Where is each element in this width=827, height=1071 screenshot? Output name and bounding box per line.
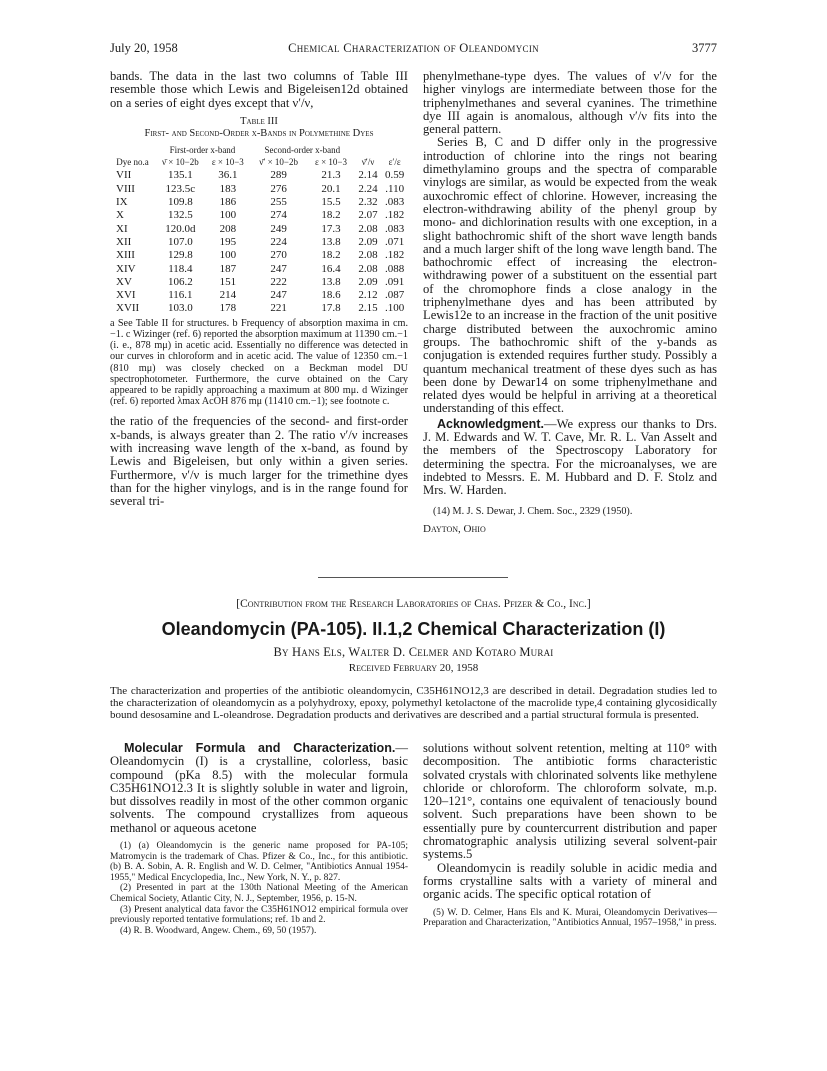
table-cell: .100 (385, 302, 405, 315)
table-cell: 123.5c (165, 182, 196, 195)
abstract: The characterization and properties of the antibiotic oleandomycin, C35H61NO12,3 are described in detail. Degradation studies led to the characterization of oleandomycin as a polyhydroxy, epoxy, polymethyl ketolactone of the macrolide type,4 containing glycosidically bound desosamine and L-oleandrose. Degradation products and derivatives are described and a partial structural formula is presented. (110, 685, 717, 721)
table-cell: 16.4 (321, 262, 341, 275)
table-cell: 270 (270, 249, 287, 262)
section-text: —Oleandomycin (I) is a crystalline, colorless, basic compound (pKa 8.5) with the molecular formula C35H61NO12.3 It is slightly soluble in water and ligroin, but dissolves readily in most of the other common organic solvents. The compound crystallizes from aqueous methanol or aqueous acetone (110, 741, 408, 835)
table-cell: 2.08 (358, 249, 378, 262)
acknowledgment (423, 418, 717, 498)
table-cell: 2.15 (358, 302, 378, 315)
table-cell: 249 (270, 222, 287, 235)
top-left-column (110, 70, 408, 508)
page-number: 3777 (692, 41, 717, 55)
footnote: (2) Presented in part at the 130th National Meeting of the American Chemical Society, Atlantic City, N. J., September, 1956, p. 15-N. (110, 883, 408, 905)
table-cell: 276 (270, 182, 287, 195)
column-header: ν̄′ × 10−2b (259, 157, 298, 168)
table-cell: 178 (219, 302, 237, 315)
table-cell: 2.32 (358, 196, 378, 209)
table-cell: XIV (116, 262, 136, 275)
reference-14: (14) M. J. S. Dewar, J. Chem. Soc., 2329 (1950). (433, 505, 633, 517)
table-cell: 255 (270, 196, 287, 209)
table-cell: 100 (219, 209, 237, 222)
table-cell: 224 (270, 235, 287, 248)
table-cell: 221 (270, 302, 287, 315)
column-header: ν̄′/ν (361, 157, 375, 168)
table-cell: VIII (116, 182, 135, 195)
table-cell: .083 (385, 222, 405, 235)
paragraph (110, 742, 408, 835)
received-date: Received February 20, 1958 (348, 662, 479, 674)
table-cell: 214 (219, 289, 237, 302)
table-cell: 186 (219, 196, 237, 209)
table-cell: 2.14 (358, 169, 378, 182)
paragraph: Oleandomycin is readily soluble in acidic media and forms crystalline salts with a variety of mineral and organic acids. The specific optical rotation of (423, 860, 717, 902)
group-header: First-order x-band (169, 144, 236, 155)
table-cell: 129.8 (167, 249, 193, 262)
bottom-right-column (423, 742, 717, 929)
paragraph: phenylmethane-type dyes. The values of ν′/ν for the higher vinylogs are intermediate between those for the triphenylmethanes and several cyanines. The trimethine dye III again is anomalous, although ν′/ν fits into the general pattern. (423, 69, 717, 137)
table-cell: 0.59 (385, 169, 405, 182)
table-cell: .088 (385, 262, 405, 275)
table-cell: XVI (116, 289, 136, 302)
footnotes (423, 908, 717, 929)
table-cell: 107.0 (167, 235, 193, 248)
acknowledgment-heading: Acknowledgment. (437, 416, 544, 431)
table-cell: .091 (385, 275, 405, 288)
column-header: ν̄ × 10−2b (161, 157, 199, 168)
table-row (110, 302, 408, 315)
paragraph: the ratio of the frequencies of the second- and first-order x-bands, is always greater than 2. The ratio ν′/ν increases with increasing wave length of the x-band, as found by Lewis and Bigeleisen, but only within a given series. Furthermore, ν′/ν is much larger for the trimethine dyes than for the higher vinylogs, and is in the range found for several tri- (110, 414, 408, 509)
table-footnote: a See Table II for structures. b Frequency of absorption maxima in cm.−1. c Wizinger (ref. 6) reported the absorption maximum at 11390 cm.−1 (i. e., 878 mμ) in acetic acid. Essentially no difference was detected in our curves in chloroform and in acetic acid. The value of 12350 cm.−1 (810 mμ) was closely checked on a Beckman model DU spectrophotometer. Furthermore, the curve obtained on the Cary appeared to be rapidly approaching a maximum at 800 mμ. d Wizinger (ref. 6) reported λmax AcOH 876 mμ (11410 cm.−1); see footnote c. (110, 317, 408, 408)
footnote: (4) R. B. Woodward, Angew. Chem., 69, 50 (1957). (120, 925, 317, 936)
table-cell: 17.8 (321, 302, 341, 315)
table-cell: 103.0 (167, 302, 193, 315)
table-cell: XVII (116, 302, 140, 315)
table-cell: 187 (219, 262, 237, 275)
article-title: Oleandomycin (PA-105). II.1,2 Chemical Characterization (I) (161, 619, 666, 639)
table-caption: First- and Second-Order x-Bands in Polymethine Dyes (144, 128, 374, 140)
bottom-left-column (110, 742, 408, 936)
table-row (110, 169, 408, 182)
table-cell: 247 (270, 289, 287, 302)
table-cell: 21.3 (321, 169, 341, 182)
paragraph: solutions without solvent retention, melting at 110° with decomposition. The antibiotic forms characteristic solvated crystals with chlorinated solvents like methylene chloride or chloroform. The chloroform solvate, m.p. 120–121°, contains one equivalent of tenaciously bound solvent. Such preparations have been shown to be essentially pure by countercurrent distribution and paper chromatographic analysis utilizing several solvent-pair systems.5 (423, 741, 717, 862)
table-cell: IX (116, 196, 128, 209)
table-cell: 247 (270, 262, 287, 275)
acknowledgment-text: —We express our thanks to Drs. J. M. Edwards and W. T. Cave, Mr. R. L. Van Asselt and the members of the Spectroscopy Laboratory for determining the spectra. For the microanalyses, we are indebted to Messrs. E. M. Hubbard and D. F. Stolz and Mrs. W. Harden. (423, 416, 717, 498)
column-header: Dye no.a (116, 157, 149, 168)
table-cell: 2.24 (358, 182, 378, 195)
running-header (110, 41, 717, 57)
table-cell: VII (116, 169, 132, 182)
table-cell: XII (116, 235, 132, 248)
table-cell: 2.09 (358, 235, 378, 248)
table-cell: 118.4 (168, 262, 193, 275)
table-cell: 2.12 (358, 289, 378, 302)
table-cell: 100 (219, 249, 237, 262)
table-row (110, 236, 408, 249)
table-cell: .087 (385, 289, 405, 302)
footnotes (110, 841, 408, 936)
table-row (110, 263, 408, 276)
running-title: Chemical Characterization of Oleandomycin (288, 41, 539, 55)
footnote: (1) (a) Oleandomycin is the generic name proposed for PA-105; Matromycin is the trademark of Chas. Pfizer & Co., Inc., for this antibiotic. (b) B. A. Sobin, A. R. English and W. D. Celmer, "Antibiotics Annual 1954-1955," Medical Encyclopedia, Inc., New York, N. Y., p. 827. (110, 841, 408, 883)
table-cell: 132.5 (167, 209, 193, 222)
table-cell: 195 (219, 235, 237, 248)
table-row (110, 183, 408, 196)
table-row (110, 209, 408, 222)
table-cell: .083 (385, 196, 405, 209)
table-cell: .182 (385, 209, 405, 222)
section-heading: Molecular Formula and Characterization. (124, 741, 396, 755)
table-cell: 183 (219, 182, 237, 195)
data-table (110, 144, 408, 316)
table-row (110, 249, 408, 262)
table-cell: XV (116, 275, 132, 288)
table-cell: .110 (385, 182, 405, 195)
table-cell: .182 (385, 249, 405, 262)
location: Dayton, Ohio (423, 522, 486, 535)
top-right-column (423, 70, 717, 536)
table-cell: XI (116, 222, 128, 235)
table-cell: 120.0d (165, 222, 196, 235)
table-cell: 106.2 (167, 275, 193, 288)
table-row (110, 289, 408, 302)
contribution-line: [Contribution from the Research Laboratories of Chas. Pfizer & Co., Inc.] (236, 598, 591, 610)
table-cell: 2.08 (358, 262, 378, 275)
table-cell: 2.07 (358, 209, 378, 222)
table-cell: 274 (270, 209, 287, 222)
table-cell: 13.8 (321, 235, 341, 248)
table-cell: 17.3 (321, 222, 341, 235)
table-cell: 13.8 (321, 275, 341, 288)
journal-date: July 20, 1958 (110, 41, 178, 55)
footnote: (3) Present analytical data favor the C35H61NO12 empirical formula over previously reported tentative formulations; ref. 1b and 2. (110, 904, 408, 926)
table-cell: 20.1 (321, 182, 341, 195)
table-cell: 208 (219, 222, 237, 235)
table-cell: 2.09 (358, 275, 378, 288)
table-title: Table III (240, 115, 278, 127)
table-cell: XIII (116, 249, 135, 262)
table-cell: 222 (270, 275, 287, 288)
footnote: (5) W. D. Celmer, Hans Els and K. Murai, Oleandomycin Derivatives—Preparation and Characterization, "Antibiotics Annual, 1957–1958," in press. (423, 907, 717, 929)
table-row (110, 196, 408, 209)
table-cell: 289 (270, 169, 287, 182)
table-cell: 18.2 (321, 249, 341, 262)
table-cell: 36.1 (218, 169, 238, 182)
table-cell: 151 (219, 275, 237, 288)
table-cell: 18.2 (321, 209, 341, 222)
paragraph: bands. The data in the last two columns of Table III resemble those which Lewis and Bigeleisen12d obtained on a series of eight dyes except that ν′/ν, (110, 69, 408, 110)
table-cell: 135.1 (167, 169, 193, 182)
table-cell: 116.1 (168, 289, 193, 302)
author-line: By Hans Els, Walter D. Celmer and Kotaro Murai (273, 645, 554, 659)
column-header: ε′/ε (388, 157, 401, 168)
table-row (110, 223, 408, 236)
table-cell: 2.08 (358, 222, 378, 235)
table-cell: X (116, 209, 124, 222)
table-cell: 15.5 (321, 196, 341, 209)
group-header: Second-order x-band (264, 144, 341, 155)
section-divider (318, 577, 508, 578)
table-cell: 18.6 (321, 289, 341, 302)
paragraph: Series B, C and D differ only in the progressive introduction of chlorine into the rings not bearing dimethylamino groups and the spectra of comparable vinylogs are similar, as would be expected from the weak auxochromic effect of chlorine. However, increasing the electron-withdrawing ability of the phenyl group by mono- and dichlorination results with one exception, in a slight bathochromic shift of the short wave length bands and a much larger shift of the long wave length band. The bathochromic effect of increasing the electron-withdrawing power of a substituent on the essential part of the chromophore finds a close analogy in the triphenylmethane dyes and has been attributed by Lewis12e to an increase in the fraction of the unit positive charge distributed between the auxochromic amino groups. The bathochromic shift of the y-bands as conjugation is extended requires further study. Possibly a quantum mechanical treatment of these dyes such as has been done by Dewar14 on some triphenylmethane and related dyes would be helpful in arriving at a theoretical understanding of this effect. (423, 135, 717, 416)
table-cell: .071 (385, 235, 405, 248)
table-cell: 109.8 (167, 196, 193, 209)
column-header: ε × 10−3 (315, 157, 347, 168)
column-header: ε × 10−3 (211, 157, 244, 168)
table-row (110, 276, 408, 289)
